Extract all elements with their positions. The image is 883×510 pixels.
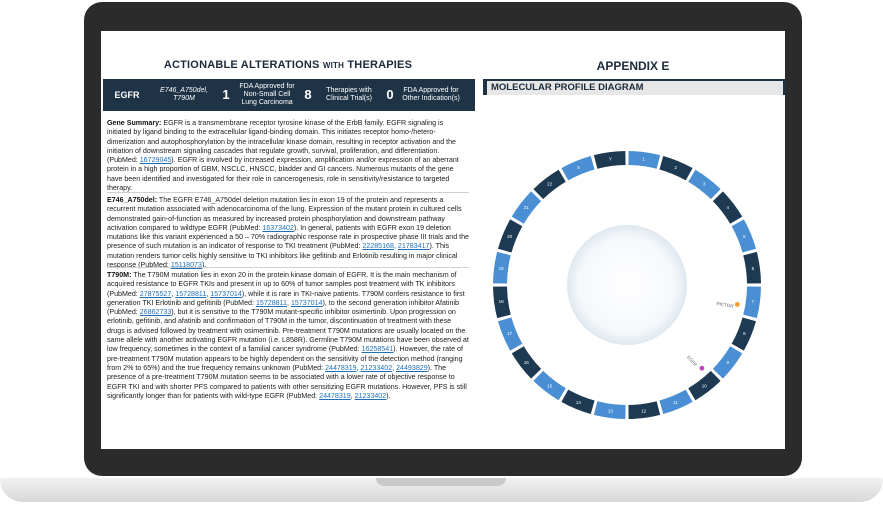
pubmed-link[interactable]: 24478319 bbox=[325, 363, 357, 372]
chromosome-label: 21 bbox=[523, 205, 529, 211]
pubmed-link[interactable]: 26862733 bbox=[139, 308, 172, 317]
diagram-title: MOLECULAR PROFILE DIAGRAM bbox=[491, 82, 644, 93]
chromosome-label: 13 bbox=[607, 408, 613, 414]
chromosome-label: 15 bbox=[547, 383, 553, 389]
title-end: THERAPIES bbox=[347, 59, 413, 71]
pubmed-link[interactable]: 22285168 bbox=[362, 242, 394, 251]
chromosome-label: 22 bbox=[547, 181, 553, 187]
link-separator: , bbox=[206, 289, 211, 298]
actionable-alterations-panel bbox=[101, 31, 475, 449]
trials-label: Therapies with Clinical Trial(s) bbox=[326, 87, 372, 102]
pubmed-link[interactable]: 27875527 bbox=[139, 289, 172, 298]
section-text: The T790M mutation lies in exon 20 in the protein kinase domain of EGFR. It is the main mechanism of acquired resistance to EGFR TKIs and present in up to 60% of tumor samples post treatment with TK inhibitors (PubMed: bbox=[107, 271, 457, 298]
link-separator: , bbox=[286, 298, 291, 307]
chromosome-label: 20 bbox=[507, 233, 513, 239]
pubmed-link[interactable]: 21783417 bbox=[397, 242, 430, 251]
section-text: ), but it is sensitive to the T790M mutant-specific inhibitor osimertinib. Upon progression on erlotinib, gefitinib, and afatinib and confirmation of T790M in the tumor, discontinuation of treatment with these drugs is advised followed by treatment with osimertinib. Pre-treatment T790M mutations are usually located on the same allele with another activating EGFR mutation (i.e. L858R). Germline T790M mutations have been observed at low frequency, sometimes in the context of a familial cancer syndrome (PubMed: bbox=[107, 308, 469, 354]
pubmed-link[interactable]: 15737014 bbox=[290, 298, 323, 307]
alteration-header-bar bbox=[103, 79, 475, 111]
link-separator: , bbox=[171, 289, 176, 298]
appendix-panel bbox=[481, 31, 785, 449]
pubmed-link[interactable]: 21233402 bbox=[360, 363, 393, 372]
chromosome-label: 17 bbox=[507, 331, 513, 337]
section-text: The EGFR E746_A750del deletion mutation lies in exon 19 of the protein and represents a recurrent mutation associated with adenocarcinoma of the lung. Expression of the mutant protein in cultured cells demonstrated gain-of-function as measured by increased protein phosphorylation and downstream pathway activation compared to wildtype EGFR (PubMed: bbox=[107, 196, 462, 232]
pubmed-link[interactable]: 15728811 bbox=[175, 289, 207, 298]
pubmed-link[interactable]: 15118073 bbox=[170, 261, 202, 270]
chromosome-label: 19 bbox=[498, 265, 504, 271]
section-text: EGFR is a transmembrane receptor tyrosine kinase of the ErbB family. EGFR signaling is initiated by ligand binding to the extracellular ligand-binding domain. This initiates receptor homo-/hetero-dimerization and autophosphorylation by the intracellular kinase domain, resulting in receptor activation and the initiation of downstream signaling cascades that regulate growth, survival, proliferation, and differentiation. (PubMed: bbox=[107, 119, 456, 165]
chromosome-label: 9 bbox=[726, 359, 730, 365]
chromosome-label: 4 bbox=[726, 205, 730, 211]
appendix-title: APPENDIX E bbox=[596, 59, 670, 73]
gene-summary-section bbox=[107, 119, 469, 193]
chromosome-label: 12 bbox=[641, 408, 647, 414]
pubmed-link[interactable]: 16258541 bbox=[361, 345, 394, 354]
rictor-marker bbox=[735, 302, 740, 307]
section-text: ). The presence of a pre-treatment T790M mutation seems to be associated with a lower rate of objective response to EGFR TKI and with shorter PFS compared to patients with other sensitizing EGFR mutations. However, PFS is still significantly longer than for patients with wild-type EGFR (PubMed: bbox=[107, 363, 467, 400]
title-with: WITH bbox=[322, 61, 345, 70]
link-separator: , bbox=[356, 363, 361, 372]
pubmed-link[interactable]: 15728811 bbox=[255, 298, 287, 307]
section-divider bbox=[107, 267, 469, 268]
t790m-section bbox=[107, 271, 469, 401]
variant-1: E746_A750del, bbox=[160, 87, 208, 94]
e746-section bbox=[107, 196, 469, 270]
pubmed-link[interactable]: 16729045 bbox=[139, 156, 172, 165]
variant-list bbox=[151, 87, 217, 103]
section-text: ). In general, patients with EGFR exon 19 deletion mutations like this variant experienced a 50 – 70% radiographic response rate in prospective phase III trials and the presence of such mutation is an indicator of response to TKI treatment (PubMed: bbox=[107, 223, 469, 251]
section-divider bbox=[107, 192, 469, 193]
section-text: ). EGFR is involved by increased expression, amplification and/or expression of an aberrant protein in a high proportion of GBM, NSCLC, HNSCC, bladder and GI cancers. Numerous mutants of the gene have been identified and investigated for their role in cancerogenesis, role in sensitivity/resistance to targeted therapy. bbox=[107, 156, 459, 193]
chromosome-label: 1 bbox=[642, 156, 645, 162]
pubmed-link[interactable]: 16373402 bbox=[262, 223, 294, 232]
section-text: ). bbox=[386, 391, 391, 400]
page-title bbox=[101, 59, 475, 71]
laptop-notch bbox=[376, 478, 506, 486]
other-count: 0 bbox=[386, 87, 394, 102]
inner-circle bbox=[567, 225, 687, 345]
rictor-label: RICTOR bbox=[716, 300, 734, 309]
fda-count: 1 bbox=[222, 87, 230, 102]
section-heading: Gene Summary: bbox=[107, 119, 162, 127]
molecular-profile-diagram bbox=[481, 97, 785, 449]
chromosome-label: X bbox=[576, 165, 580, 171]
pubmed-link[interactable]: 15737014 bbox=[210, 289, 242, 298]
variant-2: T790M bbox=[173, 95, 195, 102]
chromosome-label: 11 bbox=[673, 399, 678, 405]
gene-name: EGFR bbox=[114, 90, 140, 100]
fda-label: FDA Approved for Non-Small Cell Lung Carcinoma bbox=[239, 83, 295, 106]
chromosome-label: 10 bbox=[701, 383, 707, 389]
chromosome-label: Y bbox=[608, 156, 612, 162]
link-separator: , bbox=[350, 391, 355, 400]
pubmed-link[interactable]: 24493829 bbox=[396, 363, 428, 372]
pubmed-link[interactable]: 24478319 bbox=[319, 391, 351, 400]
egfr-marker bbox=[700, 366, 705, 371]
link-separator: , bbox=[393, 242, 398, 251]
pubmed-link[interactable]: 21233402 bbox=[354, 391, 387, 400]
report-page bbox=[101, 31, 785, 449]
section-heading: T790M: bbox=[107, 271, 132, 279]
chromosome-label: 3 bbox=[703, 181, 706, 187]
chromosome-label: 7 bbox=[751, 299, 755, 305]
chromosome-label: 6 bbox=[751, 265, 755, 271]
other-label: FDA Approved for Other Indication(s) bbox=[402, 87, 460, 102]
section-text: ). bbox=[201, 261, 207, 270]
section-text: ), while it is rare in TKI-naive patients. T790M confers resistance to first generation TKI Erlotinib and gefitinib (PubMed: bbox=[107, 289, 465, 307]
trials-count: 8 bbox=[304, 87, 312, 102]
link-separator: , bbox=[392, 363, 397, 372]
section-text: ). This mutation renders tumor cells highly sensitive to TKI inhibitors like gefitinib and Erlotinib resulting in major clinical response (PubMed: bbox=[107, 242, 458, 270]
section-text: ). However, the rate of pre-treatment T790M mutation appears to be highly dependent on the sensitivity of the detection method (ranging from 2% to 65%) and the true frequency remains unknown (PubMed: bbox=[107, 345, 463, 372]
title-main: ACTIONABLE ALTERATIONS bbox=[163, 59, 320, 71]
chromosome-label: 5 bbox=[743, 233, 746, 239]
section-heading: E746_A750del: bbox=[107, 196, 158, 204]
chromosome-label: 16 bbox=[523, 359, 529, 365]
chromosome-label: 14 bbox=[575, 399, 581, 405]
chromosome-label: 8 bbox=[743, 331, 746, 337]
circos-svg bbox=[481, 97, 785, 449]
chromosome-label: 18 bbox=[498, 299, 504, 305]
section-text: ), to the second generation inhibitor Afatinib (PubMed: bbox=[107, 298, 459, 317]
chromosome-label: 2 bbox=[674, 165, 677, 171]
egfr-label: EGFR bbox=[685, 354, 699, 368]
